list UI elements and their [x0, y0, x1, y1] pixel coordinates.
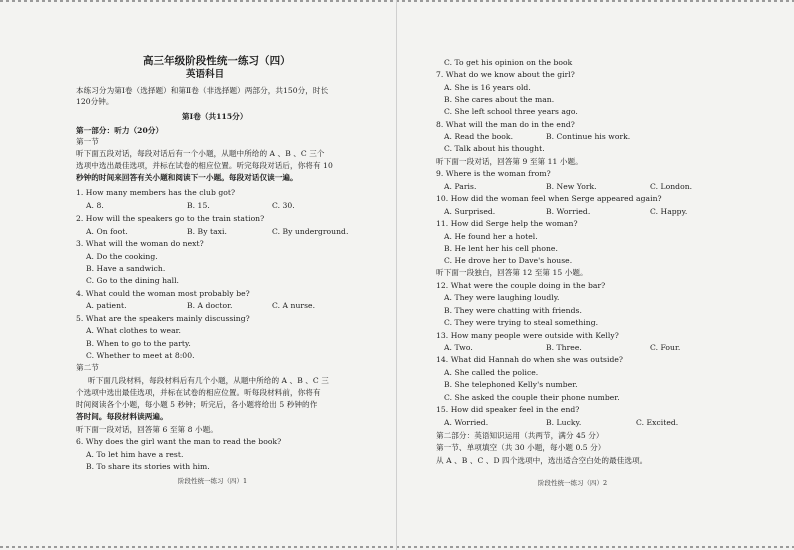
monologue12-intro: 听下面一段独白，回答第 12 至第 15 小题。 [436, 268, 588, 277]
section2-instr-2: 个选项中选出最佳选项，并标在试卷的相应位置。听每段材料前，你将有 [76, 388, 321, 397]
q7-option-c: C. She left school three years ago. [444, 107, 578, 116]
q10-option-b: B. Worried. [546, 207, 591, 216]
section1-instr-1: 听下面五段对话，每段对话后有一个小题，从题中所给的 A 、B 、C 三个 [76, 149, 325, 158]
section1-instr-2: 选项中选出最佳选项，并标在试卷的相应位置。听完每段对话后，你将有 10 [76, 161, 333, 170]
page-fold [396, 0, 397, 550]
q3-option-a: A. Do the cooking. [86, 252, 158, 261]
q12-option-a: A. They were laughing loudly. [444, 293, 560, 302]
q3-option-c: C. Go to the dining hall. [86, 276, 180, 285]
q4-option-b: B. A doctor. [187, 301, 233, 310]
q11-option-c: C. He drove her to Dave's house. [444, 256, 573, 265]
q8-option-b: B. Continue his work. [546, 132, 631, 141]
subject-title: 英语科目 [186, 69, 225, 80]
part2-section1: 第一节、单项填空（共 30 小题，每小题 0.5 分） [436, 443, 606, 452]
q9-option-a: A. Paris. [444, 182, 477, 191]
q15-option-b: B. Lucky. [546, 418, 582, 427]
exam-title: 高三年级阶段性统一练习（四） [143, 55, 291, 67]
q6-option-a: A. To let him have a rest. [86, 450, 184, 459]
q8-stem: 8. What will the man do in the end? [436, 120, 575, 129]
q3-option-b: B. Have a sandwich. [86, 264, 166, 273]
q6-option-b: B. To share its stories with him. [86, 462, 210, 471]
q12-option-b: B. They were chatting with friends. [444, 306, 582, 315]
dialogue9-intro: 听下面一段对话，回答第 9 至第 11 小题。 [436, 157, 583, 166]
q10-stem: 10. How did the woman feel when Serge appeared again? [436, 194, 662, 203]
part2-instructions: 从 A 、B 、C 、D 四个选项中，选出适合空白处的最佳选项。 [436, 456, 648, 465]
part1-heading: 第Ⅰ卷（共115分） [182, 112, 248, 121]
q4-stem: 4. What could the woman most probably be? [76, 289, 250, 298]
q1-stem: 1. How many members has the club got? [76, 188, 236, 197]
q5-stem: 5. What are the speakers mainly discussing? [76, 314, 250, 323]
left-page-footer: 阶段性统一练习（四）1 [178, 477, 248, 485]
q8-option-c: C. Talk about his thought. [444, 144, 545, 153]
q10-option-c: C. Happy. [650, 207, 688, 216]
q5-option-b: B. When to go to the party. [86, 339, 191, 348]
q15-option-a: A. Worried. [444, 418, 489, 427]
q15-stem: 15. How did speaker feel in the end? [436, 405, 580, 414]
q2-option-c: C. By underground. [272, 227, 349, 236]
q1-option-b: B. 15. [187, 201, 210, 210]
q7-stem: 7. What do we know about the girl? [436, 70, 575, 79]
section2-instr-4: 答时间。每段材料读两遍。 [76, 412, 168, 421]
q4-option-c: C. A nurse. [272, 301, 316, 310]
q1-option-a: A. 8. [86, 201, 104, 210]
section1-instr-3: 秒钟的时间来回答有关小题和阅读下一小题。每段对话仅读一遍。 [76, 173, 298, 182]
q14-option-c: C. She asked the couple their phone number. [444, 393, 620, 402]
q5-option-c: C. Whether to meet at 8:00. [86, 351, 195, 360]
intro-line-2: 120分钟。 [76, 97, 114, 106]
q6-stem: 6. Why does the girl want the man to read the book? [76, 437, 282, 446]
q2-option-b: B. By taxi. [187, 227, 227, 236]
section1-heading: 第一部分：听力（20分） [76, 126, 164, 135]
section2-sub: 第二节 [76, 363, 99, 372]
q11-option-b: B. He lent her his cell phone. [444, 244, 558, 253]
q2-stem: 2. How will the speakers go to the train station? [76, 214, 265, 223]
q13-option-a: A. Two. [444, 343, 473, 352]
q7-option-b: B. She cares about the man. [444, 95, 555, 104]
q2-option-a: A. On foot. [86, 227, 128, 236]
q12-option-c: C. They were trying to steal something. [444, 318, 599, 327]
q12-stem: 12. What were the couple doing in the bar? [436, 281, 606, 290]
q13-stem: 13. How many people were outside with Kelly? [436, 331, 619, 340]
section2-instr-3: 时间阅读各个小题，每小题 5 秒钟；听完后，各小题将给出 5 秒钟的作 [76, 400, 318, 409]
q8-option-a: A. Read the book. [444, 132, 514, 141]
q14-option-b: B. She telephoned Kelly's number. [444, 380, 578, 389]
q9-option-c: C. London. [650, 182, 693, 191]
part2-heading: 第二部分：英语知识运用（共两节，满分 45 分） [436, 431, 604, 440]
q3-stem: 3. What will the woman do next? [76, 239, 204, 248]
q14-stem: 14. What did Hannah do when she was outside? [436, 355, 624, 364]
q1-option-c: C. 30. [272, 201, 295, 210]
q11-stem: 11. How did Serge help the woman? [436, 219, 578, 228]
right-page [398, 0, 794, 550]
right-page-footer: 阶段性统一练习（四）2 [538, 479, 608, 487]
q6-option-c: C. To get his opinion on the book [444, 58, 573, 67]
left-page [0, 0, 396, 550]
q14-option-a: A. She called the police. [444, 368, 539, 377]
q10-option-a: A. Surprised. [444, 207, 496, 216]
intro-line-1: 本练习分为第Ⅰ卷（选择题）和第Ⅱ卷（非选择题）两部分，共150分，时长 [76, 86, 329, 95]
q13-option-b: B. Three. [546, 343, 582, 352]
q4-option-a: A. patient. [86, 301, 127, 310]
q13-option-c: C. Four. [650, 343, 681, 352]
q7-option-a: A. She is 16 years old. [444, 83, 531, 92]
section1-sub: 第一节 [76, 137, 99, 146]
dialogue6-intro: 听下面一段对话，回答第 6 至第 8 小题。 [76, 425, 218, 434]
q11-option-a: A. He found her a hotel. [444, 232, 538, 241]
q15-option-c: C. Excited. [636, 418, 679, 427]
q9-stem: 9. Where is the woman from? [436, 169, 551, 178]
q5-option-a: A. What clothes to wear. [86, 326, 181, 335]
q9-option-b: B. New York. [546, 182, 597, 191]
section2-instr-1: 听下面几段材料，每段材料后有几个小题，从题中所给的 A 、B 、C 三 [88, 376, 329, 385]
